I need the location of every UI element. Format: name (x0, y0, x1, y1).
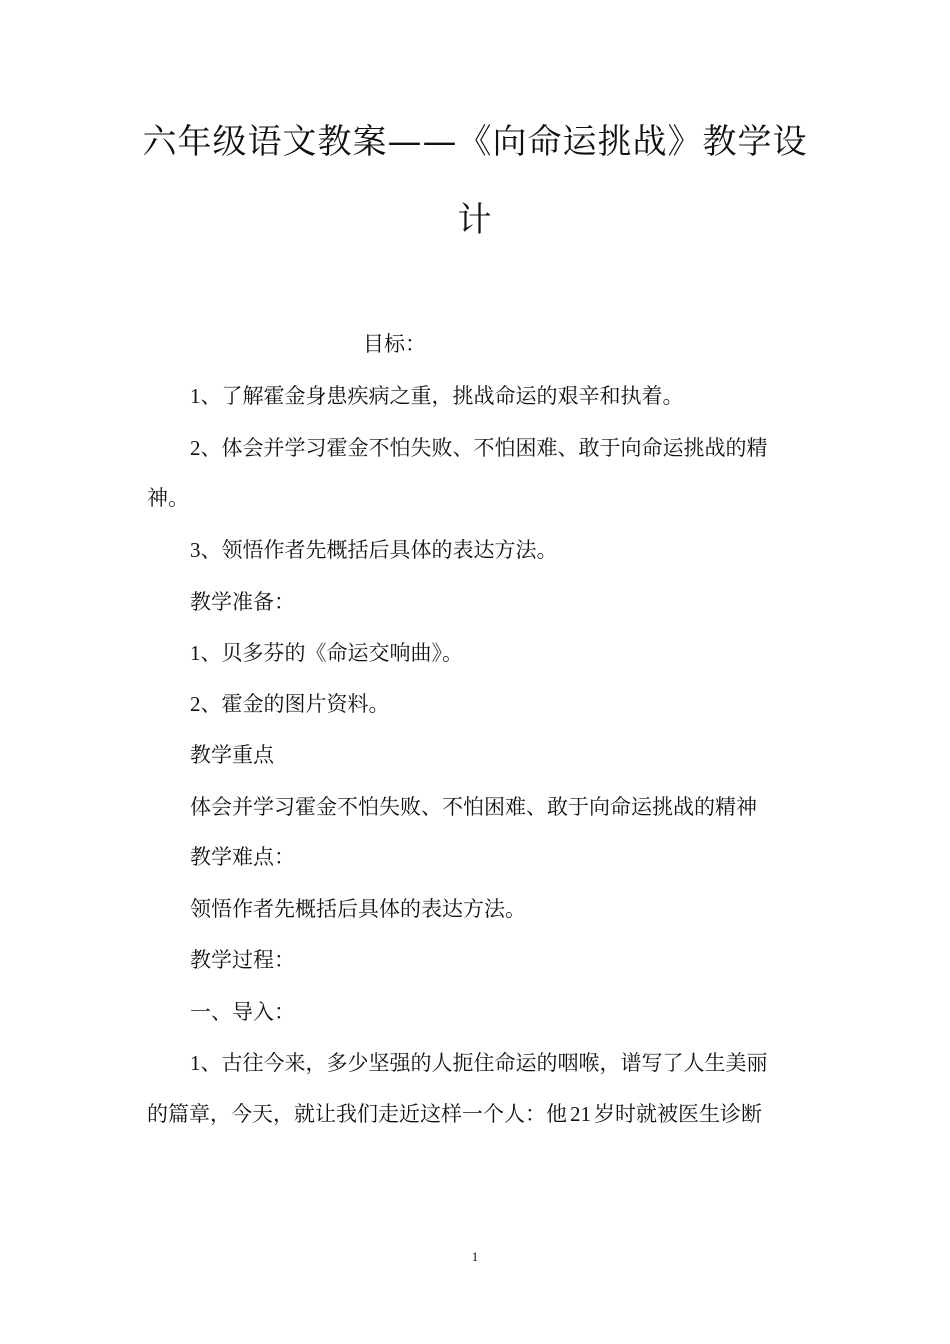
intro-item-1 (190, 1049, 768, 1077)
prep-heading: 教学准备： (190, 590, 295, 614)
key-heading: 教学重点 (190, 743, 274, 767)
intro-1-text-b1: 的篇章，今天，就让我们走近这样一个人：他 (147, 1102, 567, 1126)
difficulty-text: 领悟作者先概括后具体的表达方法。 (190, 897, 526, 921)
document-title-line-1: 六年级语文教案——《向命运挑战》教学设 (142, 122, 808, 162)
process-heading: 教学过程： (190, 948, 295, 972)
goal-item-2 (190, 434, 768, 462)
intro-heading: 一、导入： (190, 1000, 295, 1024)
prep-2-number: 2 (190, 692, 201, 716)
prep-2-text: 、霍金的图片资料。 (200, 692, 390, 716)
goal-item-3 (190, 536, 558, 564)
goal-3-number: 3 (190, 538, 201, 562)
prep-1-text: 、贝多芬的《命运交响曲》。 (200, 641, 463, 665)
prep-item-2 (190, 690, 390, 718)
document-title-line-2: 计 (457, 200, 493, 240)
goal-2-text-a: 、体会并学习霍金不怕失败、不怕困难、敢于向命运挑战的精 (200, 436, 768, 460)
goal-item-1 (190, 382, 684, 410)
prep-1-number: 1 (190, 641, 201, 665)
goal-1-text: 、了解霍金身患疾病之重，挑战命运的艰辛和执着。 (200, 384, 684, 408)
goal-2-text-b: 神。 (147, 486, 189, 510)
prep-item-1 (190, 639, 463, 667)
intro-1-age: 21 (570, 1102, 591, 1126)
intro-1-text-b2: 岁时就被医生诊断 (594, 1102, 762, 1126)
goal-3-text: 、领悟作者先概括后具体的表达方法。 (200, 538, 558, 562)
intro-1-number: 1 (190, 1051, 201, 1075)
key-text: 体会并学习霍金不怕失败、不怕困难、敢于向命运挑战的精神 (190, 795, 757, 819)
difficulty-heading: 教学难点： (190, 845, 295, 869)
intro-1-text-a: 、古往今来，多少坚强的人扼住命运的咽喉，谱写了人生美丽 (200, 1051, 768, 1075)
goal-1-number: 1 (190, 384, 201, 408)
goals-heading: 目标： (363, 332, 426, 356)
page-number: 1 (471, 1249, 479, 1264)
intro-1-text-b (147, 1100, 762, 1128)
goal-2-number: 2 (190, 436, 201, 460)
